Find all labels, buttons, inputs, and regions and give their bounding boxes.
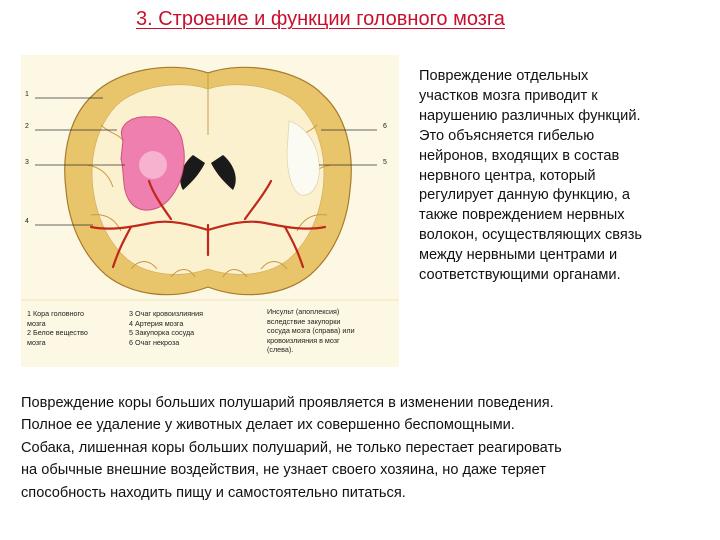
side-paragraph — [419, 67, 709, 286]
figure-label-3: 3 — [25, 159, 29, 166]
text-line: нейронов, входящих в состав — [419, 147, 620, 164]
caption-line: кровоизлияния в мозг — [267, 335, 340, 345]
legend-item: 2 Белое вещество — [27, 328, 88, 338]
figure-label-1: 1 — [25, 91, 29, 98]
brain-stroke-illustration — [21, 55, 399, 367]
figure-label-4: 4 — [25, 218, 29, 225]
page-title: 3. Строение и функции головного мозга — [136, 8, 505, 30]
caption-line: Инсульт (апоплексия) — [267, 307, 340, 316]
text-line: Повреждение коры больших полушарий проявляется в изменении поведения. — [21, 395, 554, 411]
legend-item: 1 Кора головного — [27, 309, 84, 318]
legend-item: 3 Очаг кровоизлияния — [129, 309, 204, 318]
legend-item: 6 Очаг некроза — [129, 337, 180, 347]
body-paragraph — [21, 392, 711, 504]
legend-item: 4 Артерия мозга — [129, 318, 184, 328]
text-line: Полное ее удаление у животных делает их совершенно беспомощными. — [21, 417, 515, 434]
text-line: нарушению различных функций. — [419, 107, 641, 124]
caption-line: сосуда мозга (справа) или — [267, 326, 355, 336]
text-line: регулирует данную функцию, а — [419, 187, 630, 204]
figure-legend-col2 — [129, 309, 203, 347]
text-line: на обычные внешние воздействия, не узнает своего хозяина, но даже теряет — [21, 462, 546, 479]
text-line: между нервными центрами и — [419, 247, 618, 264]
text-line: Это объясняется гибелью — [419, 127, 595, 144]
text-line: участков мозга приводит к — [419, 87, 598, 104]
figure-caption — [267, 307, 355, 355]
text-line: нервного центра, который — [419, 167, 596, 184]
legend-item: 5 Закупорка сосуда — [129, 328, 195, 338]
caption-line: вследствие закупорки — [267, 316, 341, 326]
legend-item: мозга — [27, 337, 46, 347]
text-line: Повреждение отдельных — [419, 68, 589, 84]
text-line: Собака, лишенная коры больших полушарий, не только перестает реагировать — [21, 439, 562, 456]
text-line: способность находить пищу и самостоятельно питаться. — [21, 484, 406, 501]
text-line: волокон, осуществляющих связь — [419, 227, 643, 244]
legend-item: мозга — [27, 318, 46, 328]
text-line: соответствующими органами. — [419, 267, 621, 284]
figure-legend-col1 — [27, 309, 88, 347]
figure-label-5: 5 — [383, 159, 387, 166]
text-line: также повреждением нервных — [419, 207, 625, 224]
figure-label-2: 2 — [25, 123, 29, 130]
figure-label-6: 6 — [383, 123, 387, 130]
caption-line: (слева). — [267, 345, 294, 355]
